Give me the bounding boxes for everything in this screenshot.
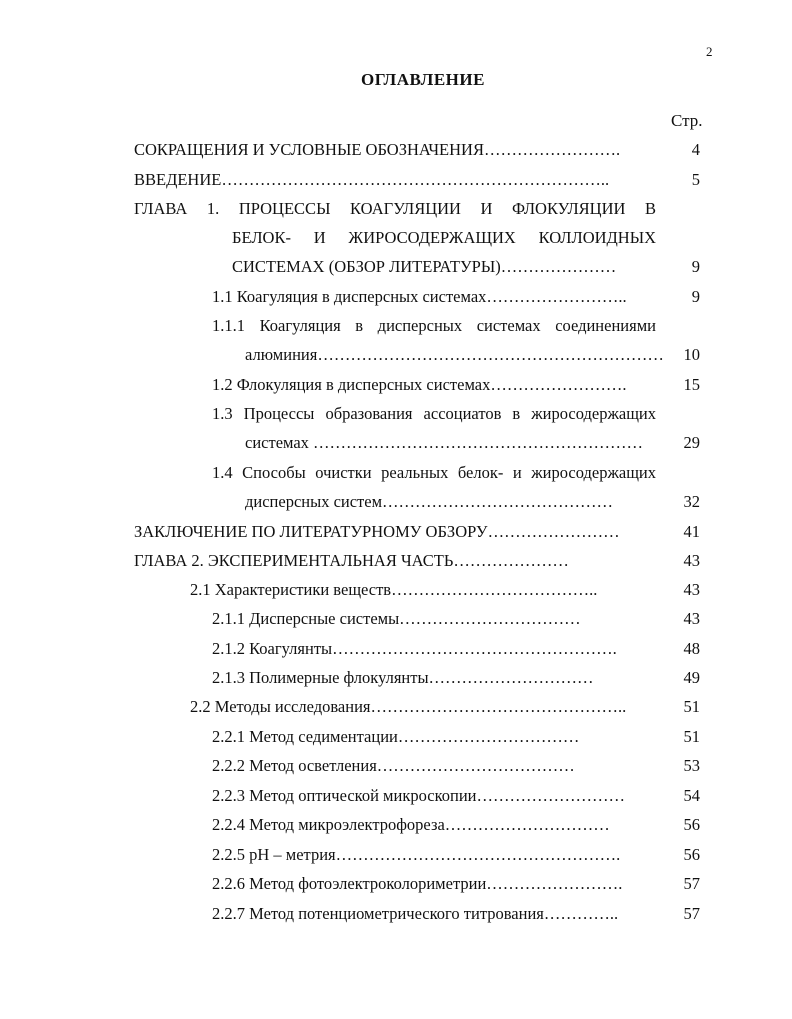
toc-entry-conclusion: ЗАКЛЮЧЕНИЕ ПО ЛИТЕРАТУРНОМУ ОБЗОРУ…………………… [134,522,620,541]
page-title: ОГЛАВЛЕНИЕ [361,70,485,89]
toc-page-number: 57 [683,874,700,893]
toc-entry-2-2-5: 2.2.5 pH – метрия……………………………………………. [212,845,621,864]
toc-entry-1-3: 1.3 Процессы образования ассоциатов в жиросодержащих [212,404,656,423]
toc-entry-chapter-1: ГЛАВА 1. ПРОЦЕССЫ КОАГУЛЯЦИИ И ФЛОКУЛЯЦИИ В [134,199,656,218]
toc-page-number: 54 [683,786,700,805]
toc-entry-chapter-1-line-3: СИСТЕМАХ (ОБЗОР ЛИТЕРАТУРЫ)………………… [232,257,617,276]
toc-page-number: 53 [683,756,700,775]
toc-entry-1-4-line-2: дисперсных систем…………………………………… [245,492,614,511]
toc-entry-2-1-1: 2.1.1 Дисперсные системы…………………………… [212,609,581,628]
toc-entry-2-1-2: 2.1.2 Коагулянты……………………………………………. [212,639,617,658]
toc-page-number: 43 [683,580,700,599]
toc-entry-1-3-line-2: системах …………………………………………………… [245,433,644,452]
toc-page-number: 56 [683,815,700,834]
toc-entry-abbreviations: СОКРАЩЕНИЯ И УСЛОВНЫЕ ОБОЗНАЧЕНИЯ……………………. [134,140,621,159]
toc-entry-2-2-1: 2.2.1 Метод седиментации…………………………… [212,727,580,746]
toc-page-number: 57 [683,904,700,923]
toc-page-number: 51 [683,697,700,716]
toc-entry-2-2-2: 2.2.2 Метод осветления……………………………… [212,756,575,775]
toc-page-number: 4 [691,140,700,159]
toc-entry-1-1-1: 1.1.1 Коагуляция в дисперсных системах соединениями [212,316,656,335]
toc-page-number: 29 [683,433,700,452]
toc-page-number: 49 [683,668,700,687]
toc-page-number: 9 [691,257,700,276]
toc-entry-2-2-7: 2.2.7 Метод потенциометрического титрования………….. [212,904,619,923]
toc-entry-2-2-3: 2.2.3 Метод оптической микроскопии……………………… [212,786,625,805]
toc-entry-1-2: 1.2 Флокуляция в дисперсных системах……………………. [212,375,627,394]
toc-page-number: 41 [683,522,700,541]
toc-page-number: 32 [683,492,700,511]
toc-page-number: 43 [683,609,700,628]
toc-entry-chapter-2: ГЛАВА 2. ЭКСПЕРИМЕНТАЛЬНАЯ ЧАСТЬ………………… [134,551,569,570]
toc-entry-2-2-4: 2.2.4 Метод микроэлектрофореза………………………… [212,815,610,834]
toc-page-number: 56 [683,845,700,864]
toc-entry-1-1: 1.1 Коагуляция в дисперсных системах…………………….. [212,287,627,306]
toc-page-number: 10 [683,345,700,364]
toc-page-number: 43 [683,551,700,570]
toc-entry-2-2: 2.2 Методы исследования……………………………………….. [190,697,627,716]
page-number: 2 [706,44,713,59]
toc-page-number: 15 [683,375,700,394]
toc-page-number: 48 [683,639,700,658]
page-column-label: Стр. [671,111,703,130]
toc-entry-introduction: ВВЕДЕНИЕ…………………………………………………………….. [134,170,610,189]
toc-entry-2-1-3: 2.1.3 Полимерные флокулянты………………………… [212,668,594,687]
toc-entry-1-4: 1.4 Способы очистки реальных белок- и жиросодержащих [212,463,656,482]
toc-page-number: 5 [691,170,700,189]
toc-page-number: 51 [683,727,700,746]
toc-entry-chapter-1-line-2: БЕЛОК- И ЖИРОСОДЕРЖАЩИХ КОЛЛОИДНЫХ [232,228,656,247]
toc-entry-1-1-1-line-2: алюминия……………………………………………………… [245,345,664,364]
toc-entry-2-1: 2.1 Характеристики веществ……………………………….. [190,580,598,599]
toc-page-number: 9 [691,287,700,306]
toc-entry-2-2-6: 2.2.6 Метод фотоэлектроколориметрии……………………. [212,874,623,893]
